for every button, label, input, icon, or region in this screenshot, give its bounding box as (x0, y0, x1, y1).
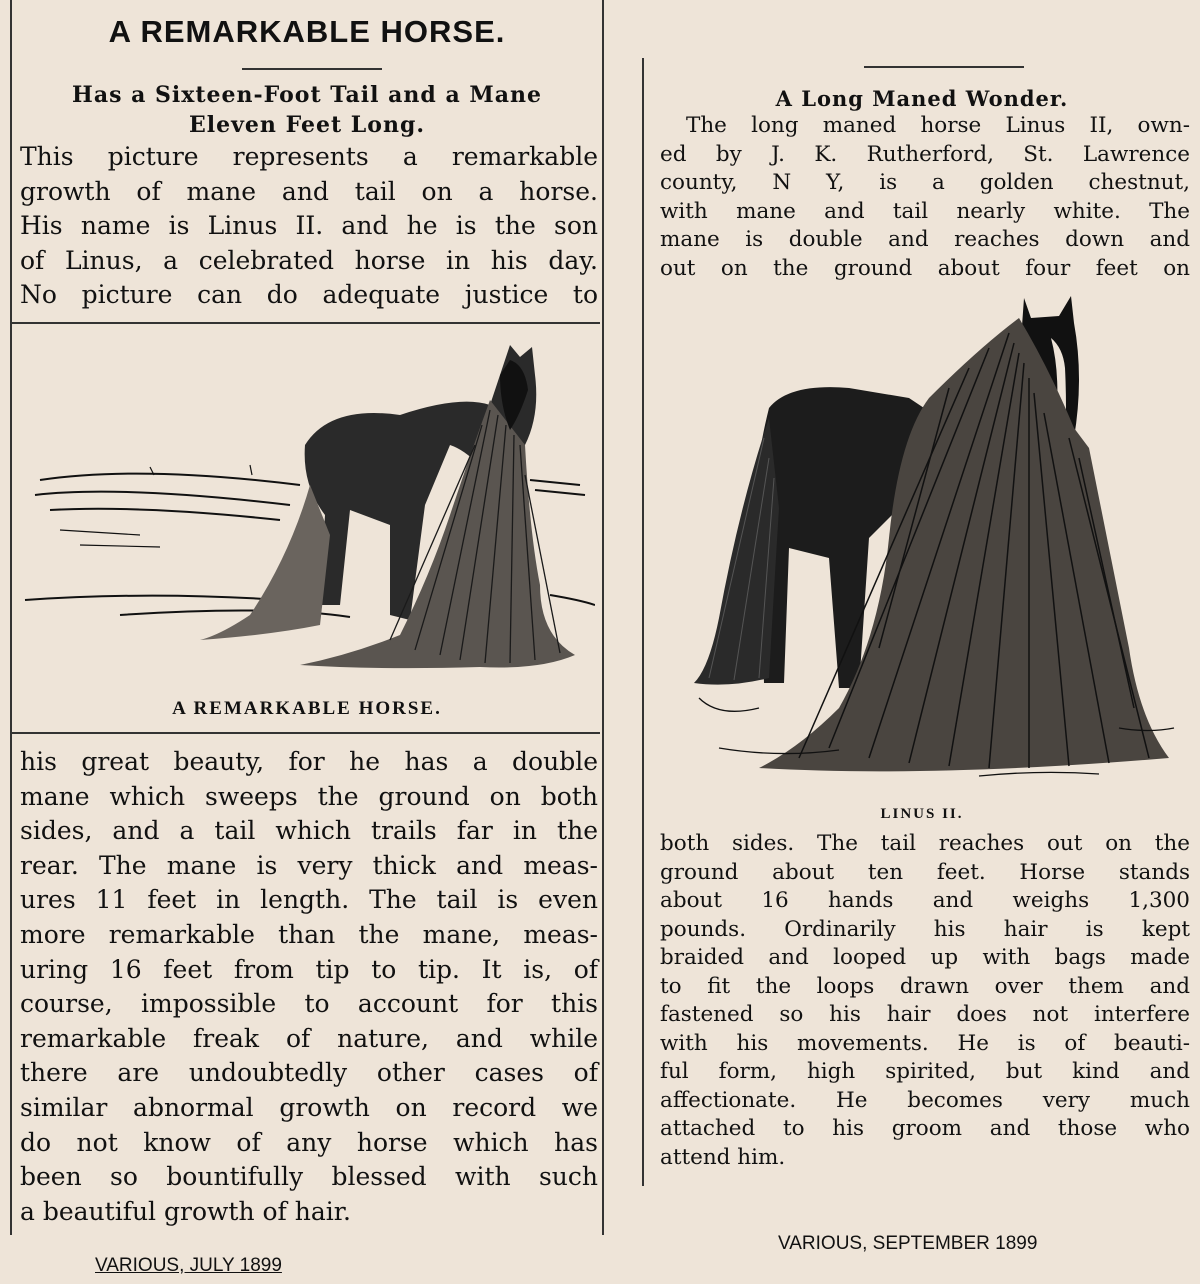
text-line: attached to his groom and those who (660, 1116, 1190, 1141)
left-caption: A REMARKABLE HORSE. (172, 698, 442, 719)
left-subhead-line2: Eleven Feet Long. (189, 112, 425, 138)
text-line: of Linus, a celebrated horse in his day. (20, 245, 598, 275)
text-line: remarkable freak of nature, and while (20, 1023, 598, 1053)
headline-rule (242, 68, 382, 70)
text-line: fastened so his hair does not interfere (660, 1002, 1190, 1027)
right-continued-text (660, 830, 1190, 1172)
text-line: The long maned horse Linus II, own- (686, 113, 1190, 138)
text-line: both sides. The tail reaches out on the (660, 831, 1190, 856)
text-line: growth of mane and tail on a horse. (20, 176, 598, 206)
left-article (10, 0, 604, 1235)
text-line: sides, and a tail which trails far in the (20, 816, 598, 846)
left-subhead-line1: Has a Sixteen-Foot Tail and a Mane (72, 82, 542, 108)
text-line: uring 16 feet from tip to tip. It is, of (20, 954, 598, 984)
right-caption: LINUS II. (880, 806, 964, 822)
text-line: do not know of any horse which has (20, 1127, 598, 1157)
figure-bottom-rule (12, 732, 600, 734)
text-line: with mane and tail nearly white. The (660, 198, 1190, 224)
text-line: county, N Y, is a golden chestnut, (660, 170, 1190, 195)
text-line: attend him. (660, 1144, 786, 1170)
text-line: No picture can do adequate justice to (20, 280, 598, 310)
text-line: there are undoubtedly other cases of (20, 1058, 598, 1088)
headline-rule (864, 66, 1024, 68)
text-line: This picture represents a remarkable (20, 142, 598, 171)
text-line: with his movements. He is of beauti- (660, 1030, 1190, 1056)
left-continued-text (20, 745, 598, 1229)
horse-illustration (679, 288, 1179, 778)
left-source-note: VARIOUS, JULY 1899 (95, 1255, 282, 1276)
text-line: mane is double and reaches down and (660, 227, 1190, 252)
text-line: more remarkable than the mane, meas- (20, 919, 598, 949)
text-line: rear. The mane is very thick and meas- (20, 850, 598, 880)
right-intro-text (660, 112, 1190, 283)
right-article (642, 58, 1200, 1186)
text-line: to fit the loops drawn over them and (660, 973, 1190, 999)
left-headline: A REMARKABLE HORSE. (108, 14, 506, 49)
text-line: His name is Linus II. and he is the son (20, 211, 598, 241)
text-line: ground about ten feet. Horse stands (660, 859, 1190, 885)
text-line: about 16 hands and weighs 1,300 (660, 888, 1190, 913)
text-line: mane which sweeps the ground on both (20, 781, 598, 811)
horse-illustration (20, 335, 595, 685)
text-line: ful form, high spirited, but kind and (660, 1059, 1190, 1084)
text-line: a beautiful growth of hair. (20, 1196, 351, 1226)
text-line: ures 11 feet in length. The tail is even (20, 885, 598, 915)
text-line: affectionate. He becomes very much (660, 1087, 1190, 1113)
figure-top-rule (12, 322, 600, 324)
text-line: braided and looped up with bags made (660, 945, 1190, 970)
text-line: ed by J. K. Rutherford, St. Lawrence (660, 141, 1190, 167)
text-line: his great beauty, for he has a double (20, 747, 598, 776)
text-line: similar abnormal growth on record we (20, 1092, 598, 1122)
text-line: pounds. Ordinarily his hair is kept (660, 916, 1190, 942)
text-line: course, impossible to account for this (20, 989, 598, 1019)
right-headline: A Long Maned Wonder. (775, 86, 1069, 111)
right-source-note: VARIOUS, SEPTEMBER 1899 (778, 1233, 1038, 1254)
text-line: out on the ground about four feet on (660, 255, 1190, 281)
left-intro-text (20, 140, 598, 313)
text-line: been so bountifully blessed with such (20, 1162, 598, 1192)
